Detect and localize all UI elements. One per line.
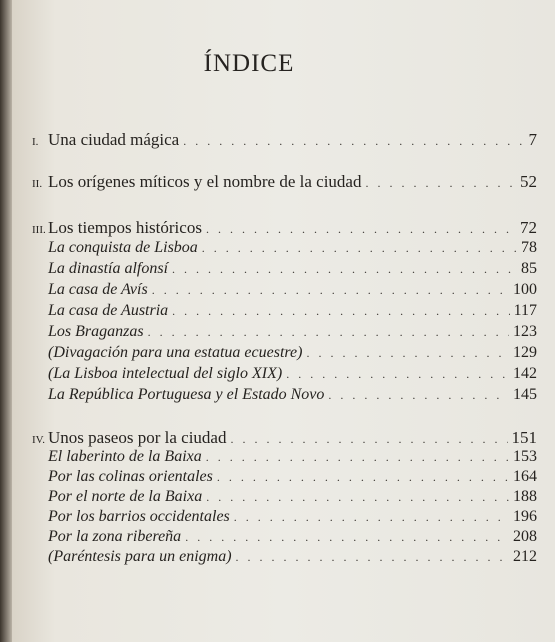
dot-leader bbox=[172, 262, 517, 277]
page-title: ÍNDICE bbox=[203, 50, 295, 77]
dot-leader bbox=[185, 530, 509, 545]
chapter-title: Los orígenes míticos y el nombre de la ciudad bbox=[48, 172, 362, 191]
chapter-page-number: 72 bbox=[520, 218, 537, 237]
dot-leader bbox=[148, 325, 509, 340]
section-title: La casa de Austria bbox=[48, 302, 169, 319]
dot-leader bbox=[206, 490, 509, 505]
toc-section bbox=[32, 508, 537, 526]
section-title: Los Braganzas bbox=[48, 323, 144, 340]
section-page-number: 142 bbox=[513, 365, 537, 382]
toc-chapter-1 bbox=[32, 130, 537, 150]
section-page-number: 164 bbox=[513, 468, 537, 485]
toc-section bbox=[32, 365, 537, 383]
chapter-page-number: 52 bbox=[520, 172, 537, 191]
section-title: (Divagación para una estatua ecuestre) bbox=[48, 344, 303, 361]
toc-section bbox=[32, 344, 537, 362]
chapter-number: IV. bbox=[32, 434, 45, 446]
section-page-number: 188 bbox=[513, 488, 537, 505]
chapter-page-number: 7 bbox=[528, 130, 537, 149]
section-title: (La Lisboa intelectual del siglo XIX) bbox=[48, 365, 283, 382]
dot-leader bbox=[328, 388, 509, 403]
dot-leader bbox=[230, 432, 507, 447]
section-page-number: 153 bbox=[513, 448, 537, 465]
section-title: Por la zona ribereña bbox=[48, 528, 182, 545]
section-page-number: 123 bbox=[513, 323, 537, 340]
section-title: Por las colinas orientales bbox=[48, 468, 213, 485]
dot-leader bbox=[152, 283, 509, 298]
chapter-title: Los tiempos históricos bbox=[48, 218, 202, 237]
chapter-number: II. bbox=[32, 178, 43, 190]
section-page-number: 100 bbox=[513, 281, 537, 298]
dot-leader bbox=[286, 367, 509, 382]
toc-section bbox=[32, 281, 537, 299]
chapter-number: I. bbox=[32, 136, 39, 148]
section-page-number: 129 bbox=[513, 344, 537, 361]
dot-leader bbox=[206, 222, 516, 237]
dot-leader bbox=[172, 304, 509, 319]
dot-leader bbox=[206, 450, 509, 465]
section-title: Por los barrios occidentales bbox=[48, 508, 230, 525]
section-title: La dinastía alfonsí bbox=[48, 260, 169, 277]
chapter-page-number: 151 bbox=[511, 428, 537, 447]
dot-leader bbox=[183, 134, 524, 149]
book-page bbox=[12, 0, 555, 642]
section-page-number: 85 bbox=[521, 260, 537, 277]
toc-chapter-4 bbox=[32, 428, 537, 448]
chapter-title: Unos paseos por la ciudad bbox=[48, 428, 227, 447]
toc-section bbox=[32, 323, 537, 341]
toc-section bbox=[32, 548, 537, 566]
chapter-title: Una ciudad mágica bbox=[48, 130, 180, 149]
section-title: (Paréntesis para un enigma) bbox=[48, 548, 232, 565]
toc-section bbox=[32, 448, 537, 466]
toc-section bbox=[32, 239, 537, 257]
toc-section bbox=[32, 302, 537, 320]
section-title: La conquista de Lisboa bbox=[48, 239, 198, 256]
dot-leader bbox=[217, 470, 509, 485]
section-title: La República Portuguesa y el Estado Novo bbox=[48, 386, 325, 403]
toc-section bbox=[32, 386, 537, 404]
chapter-number: III. bbox=[32, 224, 46, 236]
dot-leader bbox=[365, 176, 516, 191]
section-page-number: 196 bbox=[513, 508, 537, 525]
toc-section bbox=[32, 260, 537, 278]
section-page-number: 117 bbox=[513, 302, 537, 319]
dot-leader bbox=[234, 510, 509, 525]
section-page-number: 145 bbox=[513, 386, 537, 403]
dot-leader bbox=[306, 346, 509, 361]
section-page-number: 208 bbox=[513, 528, 537, 545]
toc-chapter-3 bbox=[32, 218, 537, 238]
dot-leader bbox=[202, 241, 517, 256]
section-page-number: 212 bbox=[513, 548, 537, 565]
toc-section bbox=[32, 468, 537, 486]
dot-leader bbox=[236, 550, 509, 565]
section-page-number: 78 bbox=[521, 239, 537, 256]
section-title: La casa de Avís bbox=[48, 281, 148, 298]
section-title: El laberinto de la Baixa bbox=[48, 448, 202, 465]
toc-chapter-2 bbox=[32, 172, 537, 192]
toc-section bbox=[32, 488, 537, 506]
toc-section bbox=[32, 528, 537, 546]
section-title: Por el norte de la Baixa bbox=[48, 488, 203, 505]
